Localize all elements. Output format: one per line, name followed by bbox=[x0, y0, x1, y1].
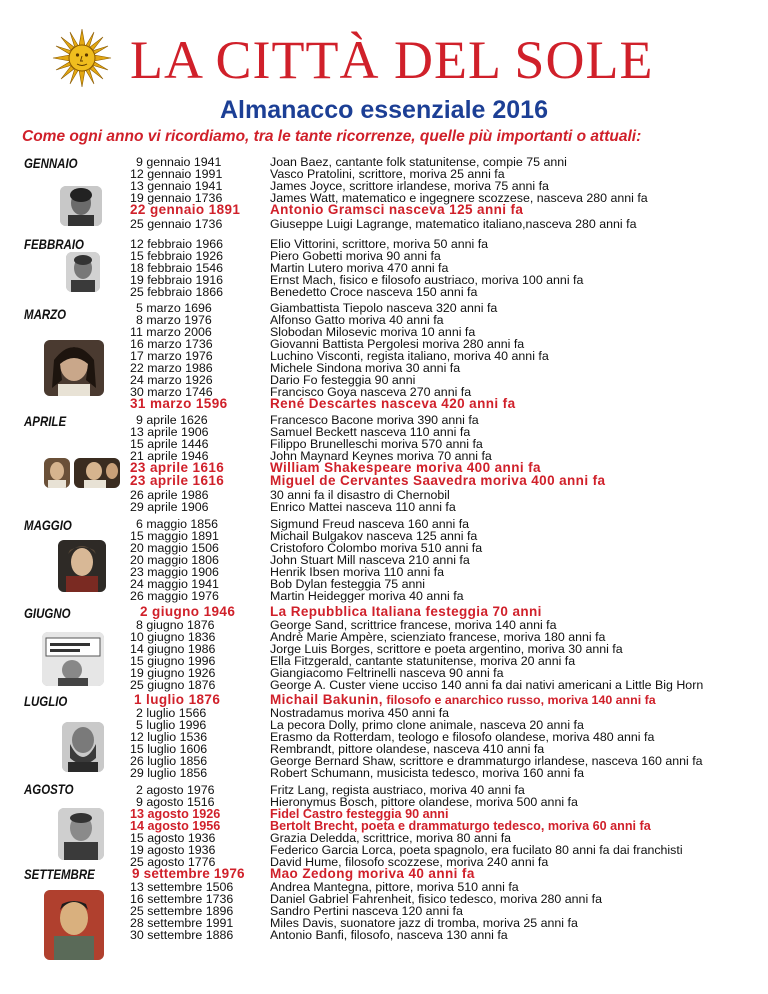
portrait-mao bbox=[44, 890, 104, 960]
entry-text: Cristoforo Colombo moriva 510 anni fa bbox=[270, 541, 483, 555]
month-label-settembre: SETTEMBRE bbox=[24, 866, 95, 882]
entry-date: 15 febbraio 1926 bbox=[130, 249, 224, 263]
entry-date: 5 luglio 1996 bbox=[136, 718, 207, 732]
entry-date: 12 gennaio 1991 bbox=[130, 167, 223, 181]
entry-date-highlight: 1 luglio 1876 bbox=[134, 692, 221, 707]
portrait-descartes bbox=[44, 340, 104, 396]
entry-text: James Watt, matematico e ingegnere scozzese, nasceva 280 anni fa bbox=[270, 191, 648, 205]
entry-text: Francisco Goya nasceva 270 anni fa bbox=[270, 385, 472, 399]
entry-date-highlight: 2 giugno 1946 bbox=[140, 604, 236, 619]
entry-date: 20 maggio 1806 bbox=[130, 553, 219, 567]
entry-text: Samuel Beckett nasceva 110 anni fa bbox=[270, 425, 471, 439]
entry-text: Elio Vittorini, scrittore, moriva 50 anni fa bbox=[270, 237, 489, 251]
entry-text: George Bernard Shaw, scrittore e drammaturgo irlandese, nasceva 160 anni fa bbox=[270, 754, 703, 768]
entry-date: 30 marzo 1746 bbox=[130, 385, 213, 399]
entry-date: 19 febbraio 1916 bbox=[130, 273, 224, 287]
entry-date: 14 giugno 1986 bbox=[130, 642, 216, 656]
entry-text: Federico Garcia Lorca, poeta spagnolo, era fucilato 80 anni fa dai franchisti bbox=[270, 843, 683, 857]
month-label-giugno: GIUGNO bbox=[24, 605, 71, 621]
month-label-febbraio: FEBBRAIO bbox=[24, 236, 84, 252]
entry-text: Sandro Pertini nasceva 120 anni fa bbox=[270, 904, 463, 918]
month-label-gennaio: GENNAIO bbox=[24, 155, 78, 171]
entry-date: 9 aprile 1626 bbox=[136, 413, 208, 427]
entry-text: John Maynard Keynes moriva 70 anni fa bbox=[270, 449, 492, 463]
entry-text: Antonio Banfi, filosofo, nasceva 130 anni fa bbox=[270, 928, 508, 942]
entry-text: Jorge Luis Borges, scrittore e poeta argentino, moriva 30 anni fa bbox=[270, 642, 623, 656]
entry-text: Bob Dylan festeggia 75 anni bbox=[270, 577, 425, 591]
entry-text: James Joyce, scrittore irlandese, moriva 75 anni fa bbox=[270, 179, 549, 193]
entry-text: 30 anni fa il disastro di Chernobil bbox=[270, 488, 450, 502]
entry-date: 12 luglio 1536 bbox=[130, 730, 208, 744]
entry-date: 26 maggio 1976 bbox=[130, 589, 219, 603]
entry-date: 19 gennaio 1736 bbox=[130, 191, 223, 205]
portrait-croce bbox=[66, 252, 100, 292]
month-label-agosto: AGOSTO bbox=[24, 781, 74, 797]
entry-date: 29 aprile 1906 bbox=[130, 500, 209, 514]
entry-date: 9 agosto 1516 bbox=[136, 795, 215, 809]
entry-date: 23 maggio 1906 bbox=[130, 565, 219, 579]
entry-date: 21 aprile 1946 bbox=[130, 449, 209, 463]
entry-date-highlight: 9 settembre 1976 bbox=[132, 866, 245, 881]
entry-date: 13 settembre 1506 bbox=[130, 880, 234, 894]
entry-text: Nostradamus moriva 450 anni fa bbox=[270, 706, 450, 720]
entry-text-name: Michail Bakunin, bbox=[270, 692, 383, 707]
entry-text: Luchino Visconti, regista italiano, moriva 40 anni fa bbox=[270, 349, 549, 363]
entry-text: John Stuart Mill nasceva 210 anni fa bbox=[270, 553, 470, 567]
entry-text: Hieronymus Bosch, pittore olandese, moriva 500 anni fa bbox=[270, 795, 578, 809]
entry-text-highlight: La Repubblica Italiana festeggia 70 anni bbox=[270, 604, 542, 619]
portrait-bakunin bbox=[62, 722, 104, 772]
entry-date: 13 aprile 1906 bbox=[130, 425, 209, 439]
entry-text-highlight: Antonio Gramsci nasceva 125 anni fa bbox=[270, 202, 524, 217]
entry-text: Daniel Gabriel Fahrenheit, fisico tedesco, moriva 280 anni fa bbox=[270, 892, 602, 906]
entry-date: 22 marzo 1986 bbox=[130, 361, 213, 375]
intro-text: Come ogni anno vi ricordiamo, tra le tante ricorrenze, quelle più importanti o attuali: bbox=[22, 128, 642, 145]
entry-date: 25 agosto 1776 bbox=[130, 855, 216, 869]
entry-date: 26 aprile 1986 bbox=[130, 488, 209, 502]
entry-text-highlight: Mao Zedong moriva 40 anni fa bbox=[270, 866, 475, 881]
entry-date: 19 agosto 1936 bbox=[130, 843, 216, 857]
entry-date: 29 luglio 1856 bbox=[130, 766, 208, 780]
entry-date: 24 maggio 1941 bbox=[130, 577, 219, 591]
entry-date: 15 agosto 1936 bbox=[130, 831, 216, 845]
entry-date: 20 maggio 1506 bbox=[130, 541, 219, 555]
portrait-shakespeare bbox=[44, 458, 70, 488]
entry-text: Henrik Ibsen moriva 110 anni fa bbox=[270, 565, 445, 579]
entry-date: 16 marzo 1736 bbox=[130, 337, 213, 351]
month-label-aprile: APRILE bbox=[24, 413, 67, 429]
entry-date-highlight: 13 agosto 1926 bbox=[130, 807, 221, 821]
entry-text: Alfonso Gatto moriva 40 anni fa bbox=[270, 313, 444, 327]
entry-text: Filippo Brunelleschi moriva 570 anni fa bbox=[270, 437, 483, 451]
entry-text-highlight: William Shakespeare moriva 400 anni fa bbox=[270, 460, 541, 475]
entry-date: 16 settembre 1736 bbox=[130, 892, 234, 906]
entry-date-highlight: 23 aprile 1616 bbox=[130, 473, 225, 488]
entry-date: 15 maggio 1891 bbox=[130, 529, 219, 543]
entry-date: 11 marzo 2006 bbox=[130, 325, 212, 339]
page-subtitle: Almanacco essenziale 2016 bbox=[220, 96, 548, 124]
entry-text: George Sand, scrittrice francese, moriva 140 anni fa bbox=[270, 618, 557, 632]
entry-text: Andrè Marie Ampère, scienziato francese, moriva 180 anni fa bbox=[270, 630, 606, 644]
entry-date: 13 gennaio 1941 bbox=[130, 179, 223, 193]
entry-text-highlight: Bertolt Brecht, poeta e drammaturgo tedesco, moriva 60 anni fa bbox=[270, 819, 651, 833]
entry-text: Andrea Mantegna, pittore, moriva 510 anni fa bbox=[270, 880, 519, 894]
entry-text: Giangiacomo Feltrinelli nasceva 90 anni fa bbox=[270, 666, 504, 680]
entry-date: 10 giugno 1836 bbox=[130, 630, 216, 644]
entry-text: Ernst Mach, fisico e filosofo austriaco, moriva 100 anni fa bbox=[270, 273, 584, 287]
month-label-marzo: MARZO bbox=[24, 306, 67, 322]
entry-date: 15 aprile 1446 bbox=[130, 437, 209, 451]
entry-text: Benedetto Croce nasceva 150 anni fa bbox=[270, 285, 478, 299]
entry-text: Miles Davis, suonatore jazz di tromba, moriva 25 anni fa bbox=[270, 916, 578, 930]
entry-text: David Hume, filosofo scozzese, moriva 240 anni fa bbox=[270, 855, 549, 869]
entry-text: Michele Sindona moriva 30 anni fa bbox=[270, 361, 461, 375]
entry-date: 8 marzo 1976 bbox=[136, 313, 212, 327]
entry-text: Dario Fo festeggia 90 anni bbox=[270, 373, 416, 387]
entry-text: Slobodan Milosevic moriva 10 anni fa bbox=[270, 325, 476, 339]
entry-date: 15 giugno 1996 bbox=[130, 654, 216, 668]
entry-text-highlight: Fidel Castro festeggia 90 anni bbox=[270, 807, 449, 821]
entry-text: Rembrandt, pittore olandese, nasceva 410 anni fa bbox=[270, 742, 545, 756]
month-label-maggio: MAGGIO bbox=[24, 517, 72, 533]
entry-date: 12 febbraio 1966 bbox=[130, 237, 224, 251]
entry-date-highlight: 14 agosto 1956 bbox=[130, 819, 221, 833]
entry-text: Enrico Mattei nasceva 110 anni fa bbox=[270, 500, 456, 514]
entry-text: Erasmo da Rotterdam, teologo e filosofo olandese, moriva 480 anni fa bbox=[270, 730, 655, 744]
entry-text: Giuseppe Luigi Lagrange, matematico italiano,nasceva 280 anni fa bbox=[270, 217, 637, 231]
entry-date: 25 febbraio 1866 bbox=[130, 285, 224, 299]
entry-date: 25 giugno 1876 bbox=[130, 678, 216, 692]
entry-date: 17 marzo 1976 bbox=[130, 349, 213, 363]
entry-text: Sigmund Freud nasceva 160 anni fa bbox=[270, 517, 470, 531]
entry-text: Martin Heidegger moriva 40 anni fa bbox=[270, 589, 464, 603]
entry-text: Vasco Pratolini, scrittore, moriva 25 anni fa bbox=[270, 167, 505, 181]
portrait-gramsci bbox=[60, 186, 102, 226]
entry-date: 25 settembre 1896 bbox=[130, 904, 234, 918]
entry-date: 28 settembre 1991 bbox=[130, 916, 234, 930]
entry-text-detail: filosofo e anarchico russo, moriva 140 anni fa bbox=[382, 693, 656, 707]
entry-text: Giovanni Battista Pergolesi moriva 280 anni fa bbox=[270, 337, 525, 351]
entry-text: Grazia Deledda, scrittrice, moriva 80 anni fa bbox=[270, 831, 512, 845]
entry-date: 6 maggio 1856 bbox=[136, 517, 218, 531]
entry-text: Fritz Lang, regista austriaco, moriva 40 anni fa bbox=[270, 783, 525, 797]
entry-date-highlight: 23 aprile 1616 bbox=[130, 460, 225, 475]
entry-text: Piero Gobetti moriva 90 anni fa bbox=[270, 249, 441, 263]
entry-date-highlight: 31 marzo 1596 bbox=[130, 396, 228, 411]
entry-text: La pecora Dolly, primo clone animale, nasceva 20 anni fa bbox=[270, 718, 584, 732]
entry-text: Ella Fitzgerald, cantante statunitense, moriva 20 anni fa bbox=[270, 654, 576, 668]
entry-date: 19 giugno 1926 bbox=[130, 666, 216, 680]
portrait-brecht bbox=[58, 808, 104, 860]
entry-text-highlight: René Descartes nasceva 420 anni fa bbox=[270, 396, 516, 411]
page-title: LA CITTÀ DEL SOLE bbox=[130, 30, 654, 90]
entry-text: Michail Bulgakov nasceva 125 anni fa bbox=[270, 529, 478, 543]
entry-date: 2 agosto 1976 bbox=[136, 783, 215, 797]
entry-date: 2 luglio 1566 bbox=[136, 706, 207, 720]
entry-text: Joan Baez, cantante folk statunitense, compie 75 anni bbox=[270, 155, 567, 169]
sun-logo-icon bbox=[52, 28, 112, 88]
entry-date: 30 settembre 1886 bbox=[130, 928, 234, 942]
entry-date: 26 luglio 1856 bbox=[130, 754, 208, 768]
month-label-luglio: LUGLIO bbox=[24, 693, 68, 709]
entry-date: 15 luglio 1606 bbox=[130, 742, 208, 756]
entry-date: 5 marzo 1696 bbox=[136, 301, 212, 315]
entry-text: Giambattista Tiepolo nasceva 320 anni fa bbox=[270, 301, 498, 315]
entry-date: 18 febbraio 1546 bbox=[130, 261, 224, 275]
entry-text-highlight: Miguel de Cervantes Saavedra moriva 400 anni fa bbox=[270, 473, 606, 488]
entry-text: Martin Lutero moriva 470 anni fa bbox=[270, 261, 449, 275]
portrait-repubblica bbox=[42, 632, 104, 686]
entry-text: George A. Custer viene ucciso 140 anni fa dai nativi americani a Little Big Horn bbox=[270, 678, 704, 692]
entry-date: 9 gennaio 1941 bbox=[136, 155, 222, 169]
entry-date-highlight: 22 gennaio 1891 bbox=[130, 202, 241, 217]
entry-text: Robert Schumann, musicista tedesco, moriva 160 anni fa bbox=[270, 766, 585, 780]
entry-date: 25 gennaio 1736 bbox=[130, 217, 223, 231]
portrait-colombo bbox=[58, 540, 106, 592]
entry-text: Francesco Bacone moriva 390 anni fa bbox=[270, 413, 479, 427]
entry-date: 8 giugno 1876 bbox=[136, 618, 215, 632]
portrait-cervantes bbox=[74, 458, 120, 488]
entry-date: 24 marzo 1926 bbox=[130, 373, 213, 387]
entry-text-highlight bbox=[270, 694, 656, 707]
